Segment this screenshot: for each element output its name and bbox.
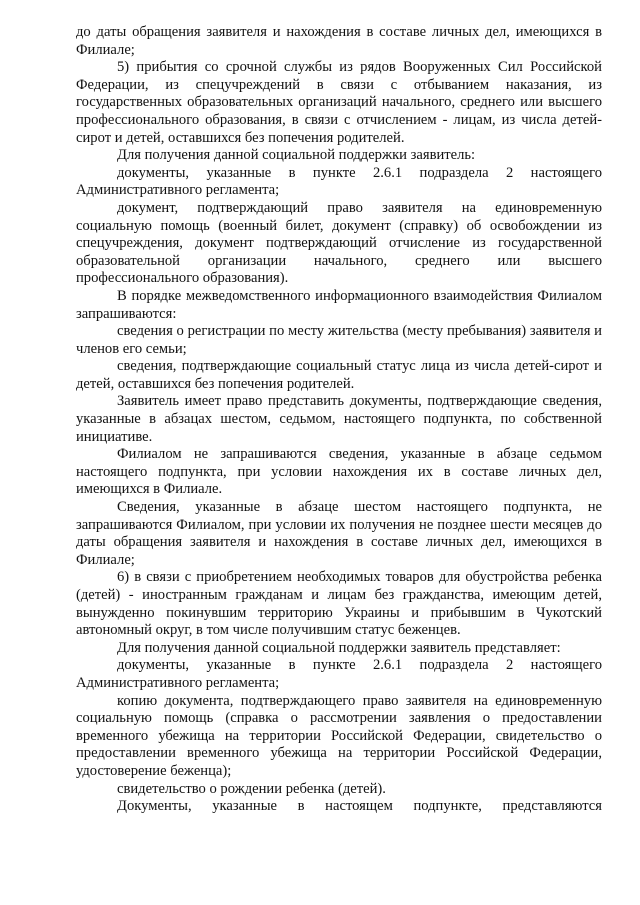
paragraph-9: Заявитель имеет право представить документы, подтверждающие сведения, указанные в абзацах шестом, седьмом, настоящего подпункта, по собственной инициативе. (76, 393, 602, 445)
paragraph-16: свидетельство о рождении ребенка (детей). (117, 780, 386, 797)
paragraph-12: 6) в связи с приобретением необходимых товаров для обустройства ребенка (детей) - иностранным гражданам и лицам без гражданства, имеющим детей, вынужденно покинувшим территорию Украины и прибывшим в Чукотский автономный округ, в том числе получившим статус беженцев. (76, 569, 602, 639)
paragraph-10: Филиалом не запрашиваются сведения, указанные в абзаце седьмом настоящего подпункта, при условии нахождения их в составе личных дел, имеющихся в Филиале. (76, 446, 602, 498)
document-page (76, 24, 602, 816)
paragraph-8: сведения, подтверждающие социальный статус лица из числа детей-сирот и детей, оставшихся без попечения родителей. (76, 358, 602, 392)
paragraph-11: Сведения, указанные в абзаце шестом настоящего подпункта, не запрашиваются Филиалом, при условии их получения не позднее шести месяцев до даты обращения заявителя и нахождения в составе личных дел, имеющихся в Филиале; (76, 499, 602, 568)
paragraph-5: документ, подтверждающий право заявителя на единовременную социальную помощь (военный билет, документ (справку) об освобождении из спецучреждения, документ подтверждающий отчисление из государственной образовательной организации начального, среднего или высшего профессионального образования). (76, 199, 602, 287)
paragraph-7: сведения о регистрации по месту жительства (месту пребывания) заявителя и членов его семьи; (76, 323, 602, 357)
paragraph-6: В порядке межведомственного информационного взаимодействия Филиалом запрашиваются: (76, 287, 602, 322)
paragraph-14: документы, указанные в пункте 2.6.1 подраздела 2 настоящего Административного регламента; (76, 657, 602, 691)
paragraph-4: документы, указанные в пункте 2.6.1 подраздела 2 настоящего Административного регламента; (76, 164, 602, 199)
paragraph-13: Для получения данной социальной поддержки заявитель представляет: (117, 639, 561, 656)
paragraph-17: Документы, указанные в настоящем подпункте, представляются (117, 798, 602, 815)
paragraph-1: до даты обращения заявителя и нахождения в составе личных дел, имеющихся в Филиале; (76, 24, 602, 58)
paragraph-15: копию документа, подтверждающего право заявителя на единовременную социальную помощь (справка о рассмотрении заявления о предоставлении временного убежища на территории Российской Федерации, свидетельство о предоставлении временного убежища на территории Российской Федерации, удостоверение беженца); (76, 692, 602, 779)
paragraph-2: 5) прибытия со срочной службы из рядов Вооруженных Сил Российской Федерации, из спецучреждений в связи с отбыванием наказания, из государственных образовательных организаций начального, среднего или высшего профессионального образования, в связи с отчислением - лицам, из числа детей-сирот и детей, оставшихся без попечения родителей. (76, 59, 602, 146)
paragraph-3: Для получения данной социальной поддержки заявитель: (117, 147, 476, 164)
